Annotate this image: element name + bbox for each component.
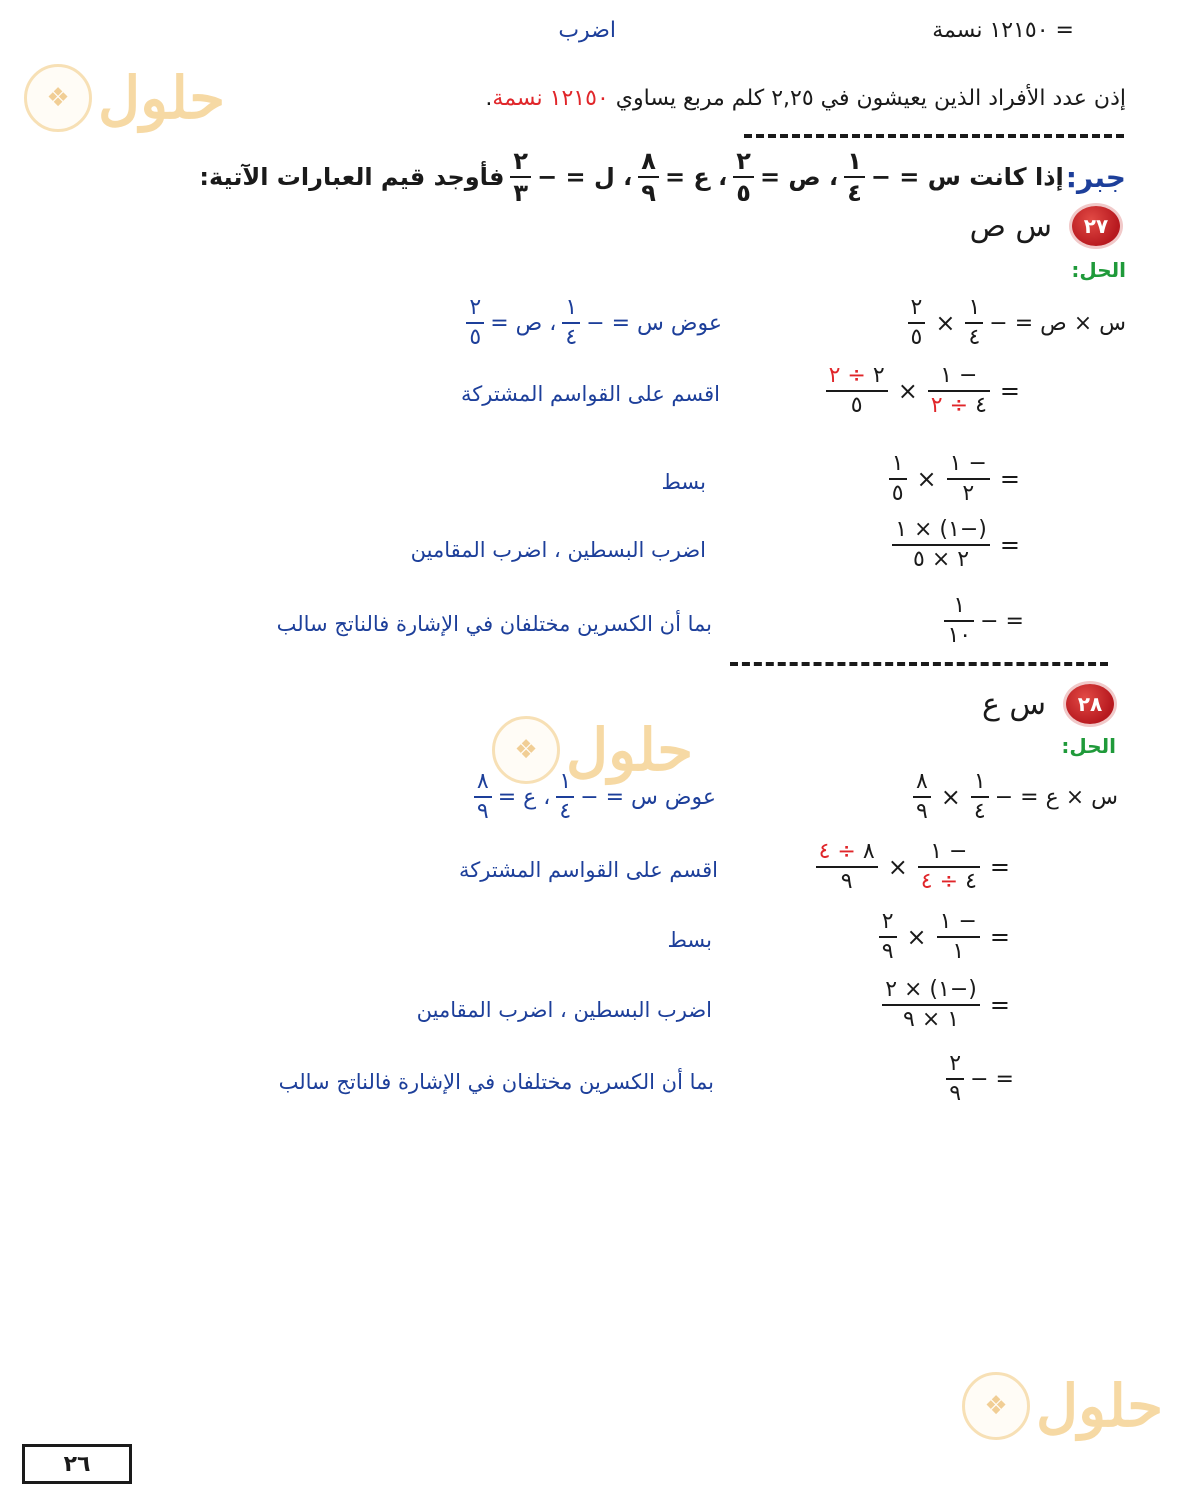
conclusion-line: [485, 86, 1126, 111]
separator: [744, 134, 1124, 138]
watermark-text: حلول: [1036, 1372, 1164, 1440]
y-fraction: $\frac{٢}{٥}$: [733, 148, 754, 207]
p27-step2-note: اقسم على القواسم المشتركة: [461, 382, 720, 406]
conclusion-prefix: إذن عدد الأفراد الذين يعيشون في ٢,٢٥ كلم مربع يساوي: [615, 86, 1126, 111]
watermark-text: حلول: [566, 716, 694, 784]
p28-step4-eq: = $\frac{(-١) \times ٢}{١ \times ٩}$: [878, 978, 1014, 1032]
z-fraction: $\frac{٨}{٩}$: [638, 148, 659, 207]
watermark-logo: [24, 64, 225, 132]
algebra-header: [199, 148, 1126, 207]
problem-28-header: [982, 684, 1114, 724]
p28-step2-eq: = $\frac{- ١}{٤ \div ٤}$ × $\frac{٨ \div ٤}{٩}$: [812, 840, 1014, 894]
z-label: ، ع =: [664, 163, 728, 192]
p28-step5-eq: = − $\frac{٢}{٩}$: [942, 1052, 1014, 1106]
p28-step4-note: اضرب البسطين ، اضرب المقامين: [416, 998, 712, 1022]
separator: [730, 662, 1108, 666]
conclusion-value: ١٢١٥٠ نسمة: [492, 86, 609, 111]
conclusion-dot: .: [485, 86, 493, 111]
l-label: ، ل = −: [537, 163, 633, 192]
multiply-note: اضرب: [558, 18, 616, 43]
p27-step5-eq: = − $\frac{١}{١٠}$: [940, 594, 1024, 648]
problem-number-badge: ٢٧: [1072, 206, 1120, 246]
problem-expression: س ص: [969, 208, 1052, 244]
p27-step1-eq: س × ص = − $\frac{١}{٤}$ × $\frac{٢}{٥}$: [904, 296, 1127, 350]
result-line: = ١٢١٥٠ نسمة: [932, 18, 1074, 43]
p27-step4-eq: = $\frac{(-١) \times ١}{٢ \times ٥}$: [888, 518, 1024, 572]
p27-step1-note: عوض س = − $\frac{١}{٤}$ ، ص = $\frac{٢}{٥}$: [462, 296, 722, 350]
watermark-text: حلول: [98, 64, 226, 132]
p28-step5-note: بما أن الكسرين مختلفان في الإشارة فالناتج سالب: [278, 1070, 714, 1094]
algebra-label: جبر:: [1065, 160, 1126, 194]
algebra-tail: فأوجد قيم العبارات الآتية:: [199, 163, 505, 192]
p27-step2-eq: = $\frac{- ١}{٤ \div ٢}$ × $\frac{٢ \div ٢}{٥}$: [822, 364, 1024, 418]
problem-27-header: [970, 206, 1120, 246]
p27-step3-note: بسط: [661, 470, 706, 494]
p27-step4-note: اضرب البسطين ، اضرب المقامين: [410, 538, 706, 562]
l-fraction: $\frac{٢}{٣}$: [510, 148, 531, 207]
y-label: ، ص =: [759, 163, 839, 192]
book-icon: ❖: [24, 64, 92, 132]
x-fraction: $\frac{١}{٤}$: [844, 148, 865, 207]
book-icon: ❖: [962, 1372, 1030, 1440]
page-number: ٢٦: [22, 1444, 132, 1484]
p28-step3-eq: = $\frac{- ١}{١}$ × $\frac{٢}{٩}$: [875, 910, 1014, 964]
watermark-logo-bottom: [962, 1372, 1163, 1440]
problem-expression: س ع: [981, 686, 1046, 722]
problem-number-badge: ٢٨: [1066, 684, 1114, 724]
p28-step3-note: بسط: [667, 928, 712, 952]
book-icon: ❖: [492, 716, 560, 784]
p28-step1-lhs: س × ع = −: [994, 784, 1118, 810]
p27-step1-lhs: س × ص = −: [989, 310, 1126, 336]
solution-label: الحل:: [1071, 258, 1126, 282]
p28-step1-eq: س × ع = − $\frac{١}{٤}$ × $\frac{٨}{٩}$: [909, 770, 1118, 824]
algebra-intro: إذا كانت س = −: [870, 163, 1064, 192]
p28-step2-note: اقسم على القواسم المشتركة: [459, 858, 718, 882]
p27-step3-eq: = $\frac{- ١}{٢}$ × $\frac{١}{٥}$: [885, 452, 1024, 506]
solution-label: الحل:: [1061, 734, 1116, 758]
p27-step5-note: بما أن الكسرين مختلفان في الإشارة فالناتج سالب: [276, 612, 712, 636]
p28-step1-note: عوض س = − $\frac{١}{٤}$ ، ع = $\frac{٨}{٩}$: [470, 770, 716, 824]
